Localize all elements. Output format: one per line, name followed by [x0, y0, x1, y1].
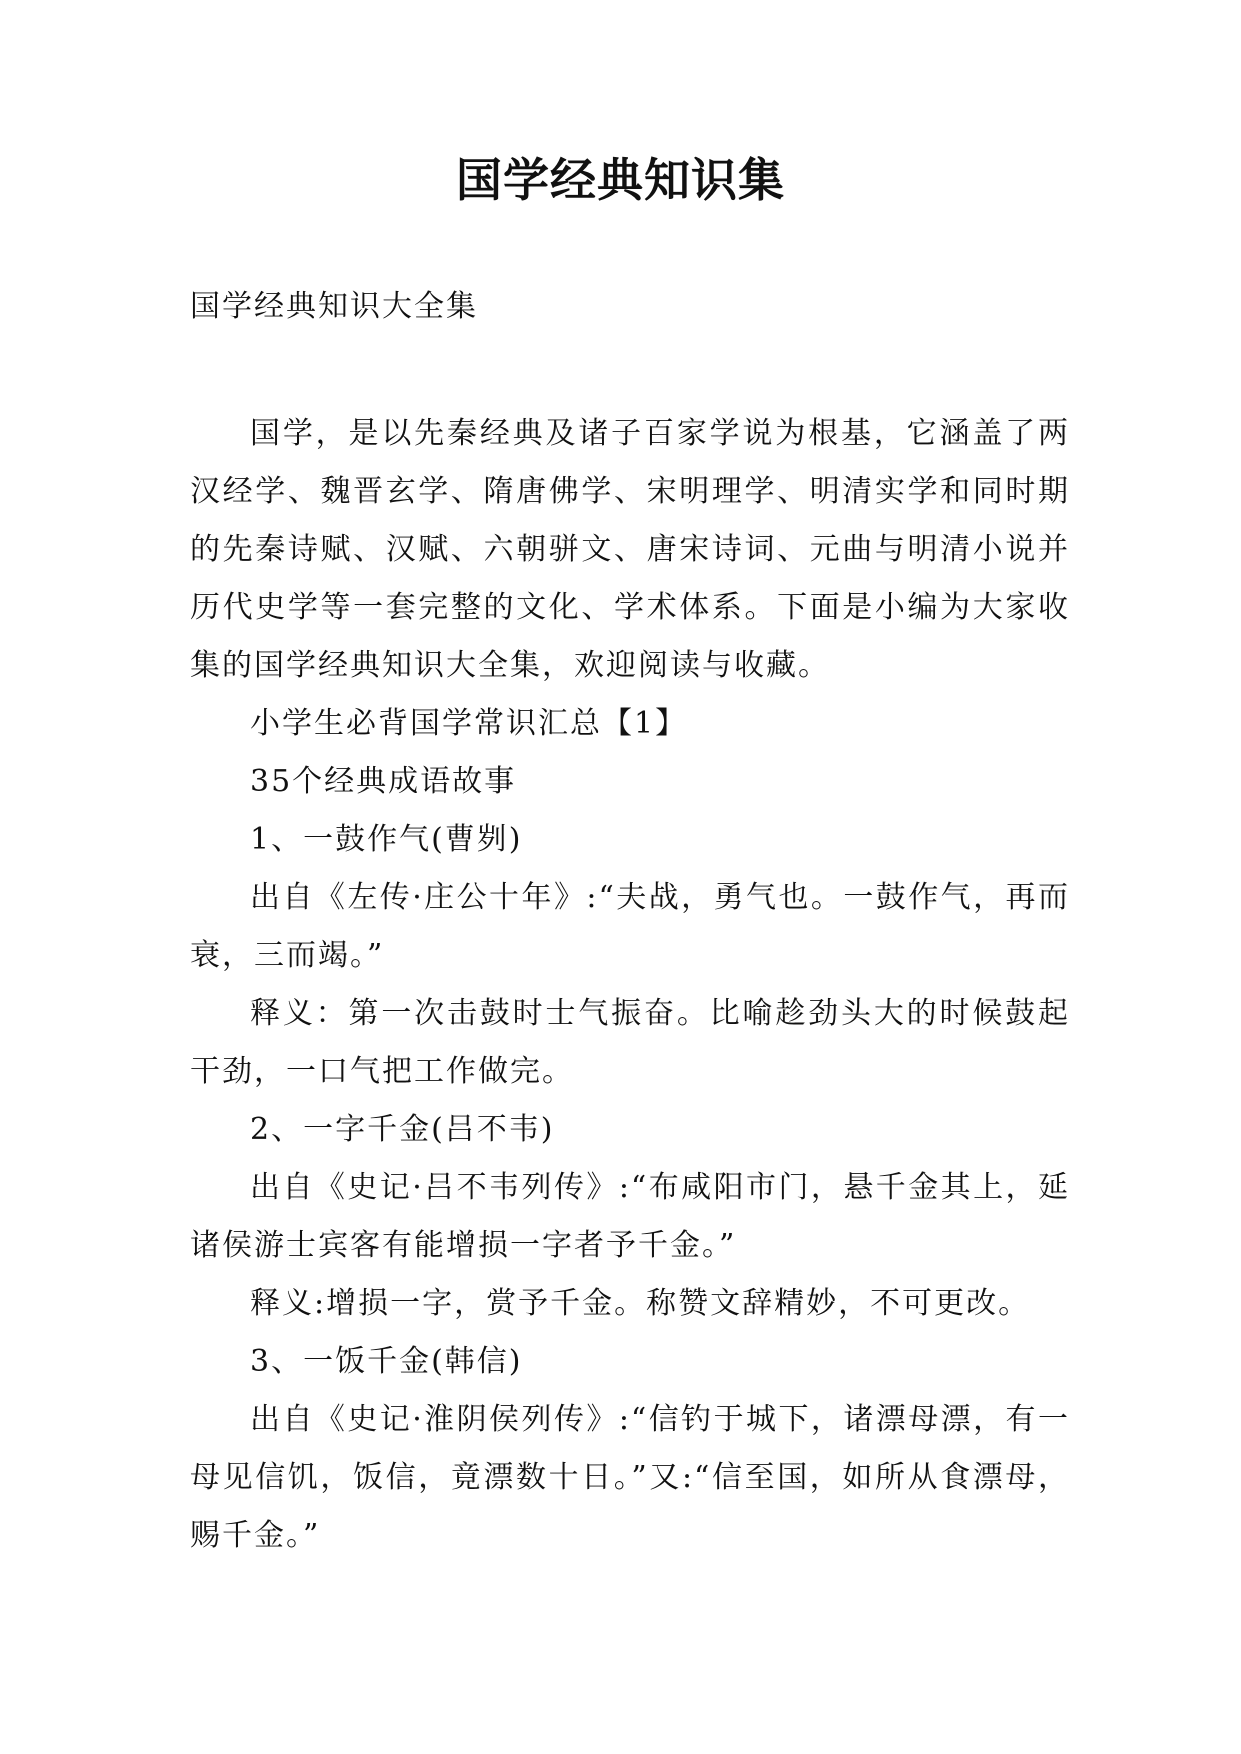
- document-body: [190, 405, 1070, 1565]
- idiom-heading-1: 1、一鼓作气(曹刿): [250, 822, 523, 857]
- idiom-meaning-1: 释义：第一次击鼓时士气振奋。比喻趁劲头大的时候鼓起干劲，一口气把工作做完。: [190, 996, 1070, 1089]
- idiom-meaning-2: 释义:增损一字，赏予千金。称赞文辞精妙，不可更改。: [250, 1286, 1031, 1321]
- section-heading: 小学生必背国学常识汇总【1】: [250, 706, 688, 741]
- document-subtitle: 国学经典知识大全集: [190, 289, 478, 324]
- idiom-source-1: 出自《左传·庄公十年》:“夫战，勇气也。一鼓作气，再而衰，三而竭。”: [190, 880, 1070, 973]
- idiom-heading-3: 3、一饭千金(韩信): [250, 1344, 523, 1379]
- idiom-source-2: 出自《史记·吕不韦列传》:“布咸阳市门，悬千金其上，延诸侯游士宾客有能增损一字者予千金。”: [190, 1170, 1070, 1263]
- section-subheading: 35个经典成语故事: [250, 764, 517, 799]
- intro-paragraph: 国学，是以先秦经典及诸子百家学说为根基，它涵盖了两汉经学、魏晋玄学、隋唐佛学、宋明理学、明清实学和同时期的先秦诗赋、汉赋、六朝骈文、唐宋诗词、元曲与明清小说并历代史学等一套完整的文化、学术体系。下面是小编为大家收集的国学经典知识大全集，欢迎阅读与收藏。: [190, 416, 1070, 683]
- idiom-heading-2: 2、一字千金(吕不韦): [250, 1112, 555, 1147]
- document-title: 国学经典知识集: [456, 153, 785, 207]
- idiom-source-3: 出自《史记·淮阴侯列传》:“信钓于城下，诸漂母漂，有一母见信饥，饭信，竟漂数十日。”又:“信至国，如所从食漂母，赐千金。”: [190, 1402, 1070, 1553]
